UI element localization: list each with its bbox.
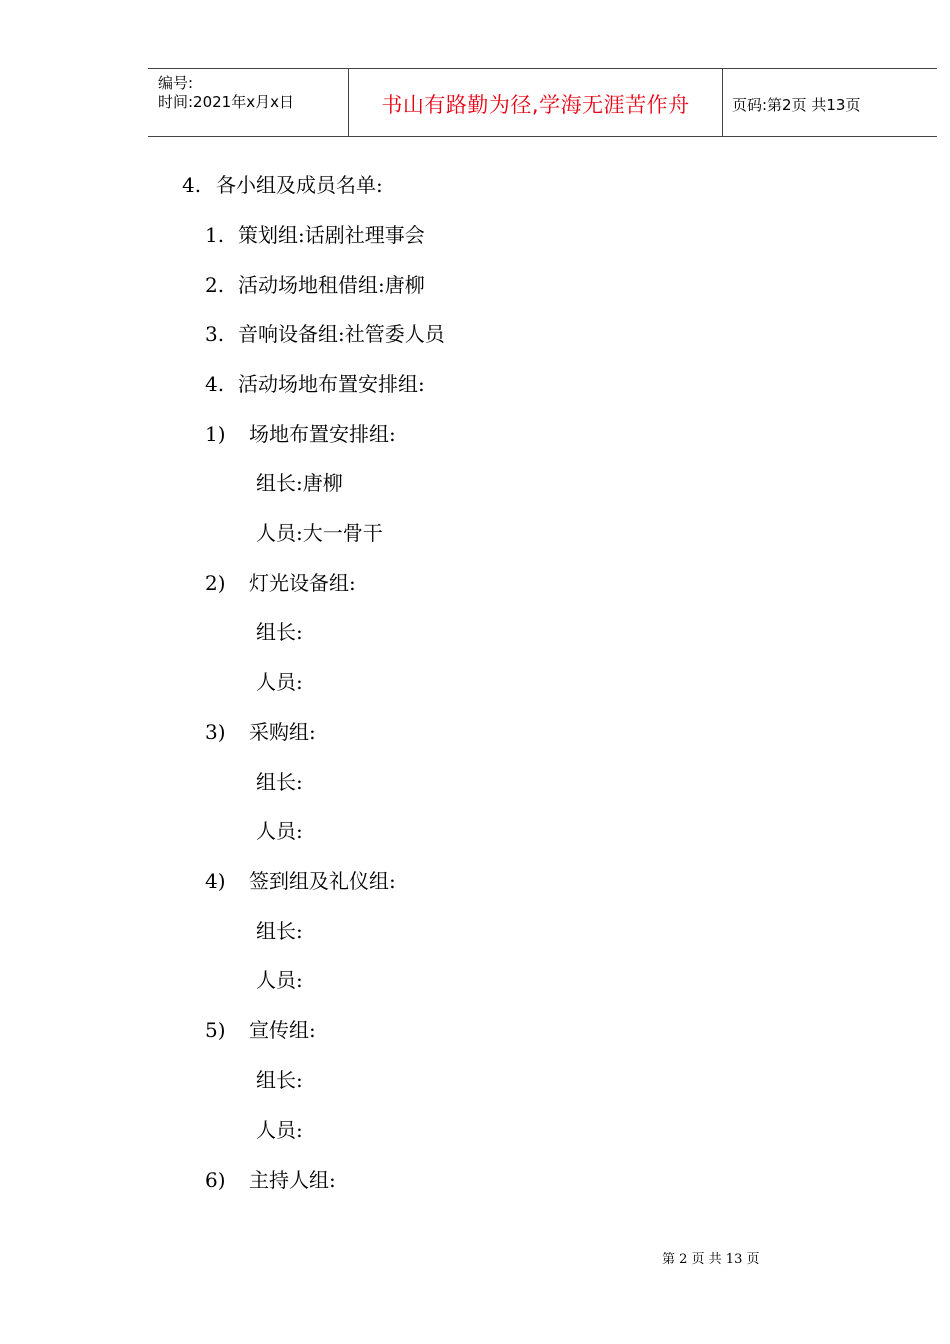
header-motto: 书山有路勤为径,学海无涯苦作舟 [381,93,690,117]
subgroup-number: 1) [205,422,226,446]
list-item [205,372,425,396]
subgroup-name: 签到组及礼仪组: [249,869,396,893]
subgroup-members: 人员: [256,1118,303,1142]
subgroup-members: 人员: [256,670,303,694]
subgroup-title [205,571,356,595]
document-number-label: 编号: [158,74,194,92]
subgroup-title [205,869,396,893]
list-item-number: 4. [205,372,225,396]
header-page-cell [723,69,937,136]
list-item [205,322,445,346]
section-number: 4. [182,173,202,197]
subgroup-title [205,1018,316,1042]
list-item-text: 活动场地布置安排组: [238,372,425,396]
subgroup-number: 3) [205,720,226,744]
page-header [148,68,937,137]
page-footer-number: 第 2 页 共 13 页 [662,1252,760,1267]
list-item [205,223,425,247]
header-page-number: 页码:第2页 共13页 [732,96,861,114]
list-item [205,273,425,297]
subgroup-name: 灯光设备组: [249,571,356,595]
subgroup-leader: 组长: [256,919,303,943]
subgroup-number: 2) [205,571,226,595]
subgroup-members: 人员: [256,819,303,843]
list-item-number: 2. [205,273,225,297]
subgroup-name: 宣传组: [249,1018,316,1042]
subgroup-name: 主持人组: [249,1168,336,1192]
list-item-number: 1. [205,223,225,247]
subgroup-title [205,1168,336,1192]
subgroup-number: 6) [205,1168,226,1192]
list-item-text: 策划组:话剧社理事会 [238,223,425,247]
subgroup-number: 5) [205,1018,226,1042]
subgroup-title [205,422,396,446]
subgroup-leader: 组长: [256,1068,303,1092]
subgroup-number: 4) [205,869,226,893]
subgroup-members: 人员:大一骨干 [256,521,383,545]
section-title: 各小组及成员名单: [216,173,383,197]
subgroup-name: 场地布置安排组: [249,422,396,446]
list-item-text: 音响设备组:社管委人员 [238,322,445,346]
header-info-cell [148,69,349,136]
header-motto-cell [349,69,723,136]
subgroup-leader: 组长: [256,770,303,794]
section-heading [182,173,383,197]
list-item-number: 3. [205,322,225,346]
subgroup-members: 人员: [256,968,303,992]
subgroup-title [205,720,316,744]
subgroup-leader: 组长:唐柳 [256,471,343,495]
document-date-label: 时间:2021年x月x日 [158,93,294,111]
list-item-text: 活动场地租借组:唐柳 [238,273,425,297]
subgroup-leader: 组长: [256,620,303,644]
subgroup-name: 采购组: [249,720,316,744]
